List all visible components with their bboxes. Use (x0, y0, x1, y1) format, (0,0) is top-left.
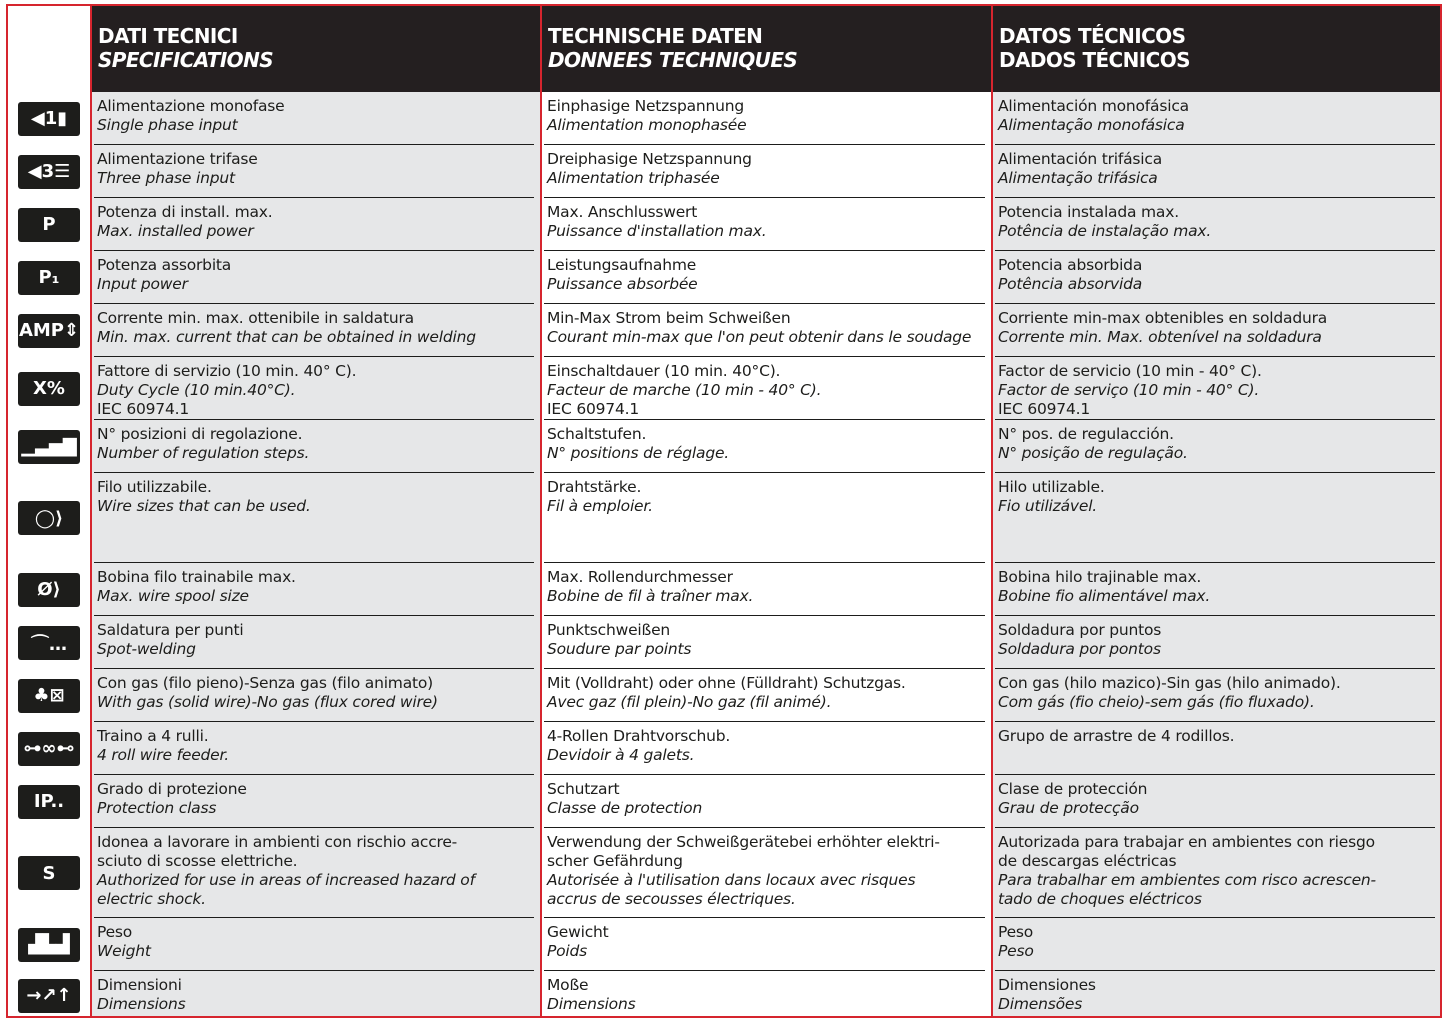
spec-label: Idonea a lavorare in ambienti con rischio accre- (97, 833, 458, 851)
spec-label-translation: Peso (998, 942, 1034, 960)
spec-label-translation: Poids (547, 942, 588, 960)
spec-cell-2 (542, 251, 991, 304)
spec-cell-1 (92, 563, 540, 616)
spec-label: Autorizada para trabajar en ambientes con riesgo (998, 833, 1375, 851)
spec-label: de descargas eléctricas (998, 852, 1177, 870)
row-icon-cell (8, 251, 90, 304)
spec-cell-3 (993, 357, 1440, 420)
spec-label-translation: Potência de instalação max. (998, 222, 1212, 240)
protection-class-icon: IP.. (18, 785, 80, 819)
table-row (8, 563, 1440, 616)
spec-label: Corriente min-max obtenibles en soldadura (998, 309, 1328, 327)
spec-cell-2 (542, 357, 991, 420)
spec-label: Max. Rollendurchmesser (547, 568, 733, 586)
spec-label: Max. Anschlusswert (547, 203, 698, 221)
header-italian-english (92, 6, 540, 92)
spec-label-translation: Authorized for use in areas of increased hazard of (97, 871, 475, 889)
spec-label-translation: Com gás (fio cheio)-sem gás (fio fluxado). (998, 693, 1315, 711)
spec-cell-2 (542, 918, 991, 971)
spec-cell-2 (542, 775, 991, 828)
row-icon-cell (8, 918, 90, 971)
row-icon-cell (8, 616, 90, 669)
spec-label: Leistungsaufnahme (547, 256, 697, 274)
spec-label: Filo utilizzabile. (97, 478, 212, 496)
spec-label: Alimentazione trifase (97, 150, 258, 168)
spec-label-translation: Wire sizes that can be used. (97, 497, 311, 515)
spec-label-translation: Facteur de marche (10 min - 40° C). (547, 381, 822, 399)
spec-cell-1 (92, 420, 540, 473)
spec-label: Grado di protezione (97, 780, 247, 798)
spec-cell-2 (542, 971, 991, 1018)
spec-cell-3 (993, 198, 1440, 251)
spec-label-translation: Classe de protection (547, 799, 703, 817)
spec-cell-1 (92, 722, 540, 775)
spec-label: Clase de protección (998, 780, 1148, 798)
spec-cell-2 (542, 198, 991, 251)
spec-label: Saldatura per punti (97, 621, 244, 639)
spec-cell-2 (542, 828, 991, 918)
spec-label: Traino a 4 rulli. (97, 727, 209, 745)
spec-label-translation: Grau de protecção (998, 799, 1139, 817)
spec-label-translation: Dimensions (97, 995, 186, 1013)
amp-range-icon: AMP⇕ (18, 314, 80, 348)
spec-cell-2 (542, 616, 991, 669)
duty-cycle-icon: X% (18, 372, 80, 406)
spec-label: Mit (Volldraht) oder ohne (Fülldraht) Schutzgas. (547, 674, 906, 692)
spec-label-translation: Weight (97, 942, 151, 960)
spec-cell-3 (993, 722, 1440, 775)
table-row (8, 918, 1440, 971)
header-col1-subtitle: SPECIFICATIONS (98, 48, 274, 72)
spec-label: Con gas (hilo mazico)-Sin gas (hilo animado). (998, 674, 1341, 692)
spec-cell-3 (993, 563, 1440, 616)
spec-cell-1 (92, 473, 540, 563)
spec-label: Dimensiones (998, 976, 1096, 994)
table-row (8, 722, 1440, 775)
row-icon-cell (8, 304, 90, 357)
spec-cell-1 (92, 145, 540, 198)
spec-label: Grupo de arrastre de 4 rodillos. (998, 727, 1235, 745)
spec-label-translation: Autorisée à l'utilisation dans locaux avec risques (547, 871, 916, 889)
row-icon-cell (8, 722, 90, 775)
spec-label: Dreiphasige Netzspannung (547, 150, 752, 168)
wire-size-icon: ◯⟩ (18, 501, 80, 535)
three-phase-plug-icon: ◀3☰ (18, 155, 80, 189)
spec-cell-3 (993, 473, 1440, 563)
spec-label-translation: Alimentation monophasée (547, 116, 747, 134)
spec-label-translation: Puissance d'installation max. (547, 222, 767, 240)
spec-label: Con gas (filo pieno)-Senza gas (filo animato) (97, 674, 434, 692)
spec-label: Potencia instalada max. (998, 203, 1179, 221)
single-phase-plug-icon: ◀1▮ (18, 102, 80, 136)
spec-label: Alimentazione monofase (97, 97, 285, 115)
four-roll-feeder-icon: ⊶∞⊷ (18, 732, 80, 766)
spec-label: Schutzart (547, 780, 620, 798)
spec-cell-3 (993, 304, 1440, 357)
spec-label-translation: Three phase input (97, 169, 235, 187)
header-col1-title: DATI TECNICI (98, 24, 238, 48)
spec-label-translation: Alimentação trifásica (998, 169, 1158, 187)
table-row (8, 616, 1440, 669)
spec-label: Soldadura por puntos (998, 621, 1162, 639)
table-header (8, 6, 1440, 92)
spec-label-translation: Factor de serviço (10 min - 40° C). (998, 381, 1260, 399)
wire-spool-icon: Ø⟩ (18, 573, 80, 607)
table-row (8, 473, 1440, 563)
spec-label: Einschaltdauer (10 min. 40°C). (547, 362, 781, 380)
spec-label: Peso (998, 923, 1034, 941)
spec-label-translation: accrus de secousses électriques. (547, 890, 796, 908)
spec-cell-3 (993, 145, 1440, 198)
spec-label-translation: Soldadura por pontos (998, 640, 1161, 658)
spec-label-translation: 4 roll wire feeder. (97, 746, 229, 764)
spec-label: Verwendung der Schweißgerätebei erhöhter elektri- (547, 833, 940, 851)
spec-cell-1 (92, 828, 540, 918)
spec-cell-1 (92, 971, 540, 1018)
spec-label-translation: Single phase input (97, 116, 238, 134)
spec-label: Einphasige Netzspannung (547, 97, 745, 115)
spec-label-translation: electric shock. (97, 890, 206, 908)
table-row (8, 304, 1440, 357)
spec-label-translation: Dimensions (547, 995, 636, 1013)
spec-cell-3 (993, 92, 1440, 145)
spec-label-translation: Bobine fio alimentável max. (998, 587, 1211, 605)
spec-label: Corrente min. max. ottenibile in saldatura (97, 309, 414, 327)
spec-cell-1 (92, 92, 540, 145)
spec-label-translation: Dimensões (998, 995, 1083, 1013)
spec-label: Potencia absorbida (998, 256, 1143, 274)
row-icon-cell (8, 669, 90, 722)
s-mark-icon: S (18, 856, 80, 890)
row-icon-cell (8, 357, 90, 420)
spec-label-translation: N° positions de réglage. (547, 444, 730, 462)
spec-label-translation: Number of regulation steps. (97, 444, 310, 462)
header-spanish-portuguese (993, 6, 1440, 92)
table-row (8, 357, 1440, 420)
spec-label-translation: Max. wire spool size (97, 587, 249, 605)
spec-label-translation: Courant min-max que l'on peut obtenir dans le soudage (547, 328, 972, 346)
spec-cell-2 (542, 420, 991, 473)
table-row (8, 251, 1440, 304)
spec-label: Drahtstärke. (547, 478, 642, 496)
row-icon-cell (8, 198, 90, 251)
spec-label-translation: Spot-welding (97, 640, 196, 658)
spec-label: Dimensioni (97, 976, 182, 994)
spec-label-translation: Protection class (97, 799, 217, 817)
column-divider (90, 6, 92, 1018)
spec-label: Peso (97, 923, 133, 941)
spec-label-translation: Fil à emploier. (547, 497, 653, 515)
weight-icon: ▟▙▟ (18, 928, 80, 962)
spec-label: Gewicht (547, 923, 609, 941)
spec-label-translation: Max. installed power (97, 222, 254, 240)
spec-label-translation: Devidoir à 4 galets. (547, 746, 695, 764)
spec-label-translation: Input power (97, 275, 188, 293)
spec-cell-2 (542, 473, 991, 563)
spec-label: N° pos. de regulacción. (998, 425, 1174, 443)
spec-label-translation: Bobine de fil à traîner max. (547, 587, 754, 605)
table-row (8, 145, 1440, 198)
spec-cell-3 (993, 420, 1440, 473)
regulation-steps-icon: ▁▃▅▇ (18, 430, 80, 464)
spec-label: Potenza di install. max. (97, 203, 273, 221)
spec-label: Punktschweißen (547, 621, 671, 639)
table-row (8, 198, 1440, 251)
spec-label: Schaltstufen. (547, 425, 647, 443)
spec-label-translation: N° posição de regulação. (998, 444, 1188, 462)
header-col3-subtitle: DADOS TÉCNICOS (999, 48, 1190, 72)
spec-cell-2 (542, 304, 991, 357)
spec-cell-2 (542, 669, 991, 722)
spec-cell-1 (92, 198, 540, 251)
spec-cell-3 (993, 775, 1440, 828)
spec-label: N° posizioni di regolazione. (97, 425, 303, 443)
header-col2-subtitle: DONNEES TECHNIQUES (548, 48, 798, 72)
spec-label: Bobina hilo trajinable max. (998, 568, 1202, 586)
spec-label: Bobina filo trainabile max. (97, 568, 296, 586)
table-row (8, 420, 1440, 473)
header-col3-title: DATOS TÉCNICOS (999, 24, 1186, 48)
spec-cell-2 (542, 563, 991, 616)
spec-label: Potenza assorbita (97, 256, 232, 274)
spec-label-translation: Fio utilizável. (998, 497, 1098, 515)
spec-cell-3 (993, 918, 1440, 971)
spec-label: Moße (547, 976, 589, 994)
spec-cell-2 (542, 145, 991, 198)
spec-cell-1 (92, 251, 540, 304)
spec-cell-3 (993, 251, 1440, 304)
spec-cell-1 (92, 304, 540, 357)
spec-cell-1 (92, 775, 540, 828)
row-icon-cell (8, 828, 90, 918)
row-icon-cell (8, 420, 90, 473)
spec-cell-1 (92, 616, 540, 669)
row-icon-cell (8, 971, 90, 1018)
row-icon-cell (8, 92, 90, 145)
table-row (8, 775, 1440, 828)
spec-cell-2 (542, 722, 991, 775)
installed-power-icon: P (18, 208, 80, 242)
spec-label: sciuto di scosse elettriche. (97, 852, 298, 870)
spec-label: Hilo utilizable. (998, 478, 1105, 496)
header-col2-title: TECHNISCHE DATEN (548, 24, 763, 48)
gas-cylinder-icon: ♣⊠ (18, 679, 80, 713)
spec-label-translation: Alimentação monofásica (998, 116, 1185, 134)
table-row (8, 669, 1440, 722)
spec-cell-1 (92, 918, 540, 971)
spec-label: IEC 60974.1 (998, 400, 1091, 418)
spec-label-translation: Corrente min. Max. obtenível na soldadura (998, 328, 1322, 346)
spec-cell-3 (993, 669, 1440, 722)
spec-cell-2 (542, 92, 991, 145)
table-row (8, 92, 1440, 145)
table-row (8, 828, 1440, 918)
spec-label: Alimentación trifásica (998, 150, 1163, 168)
spec-label-translation: With gas (solid wire)-No gas (flux cored wire) (97, 693, 438, 711)
row-icon-cell (8, 563, 90, 616)
spec-cell-3 (993, 971, 1440, 1018)
spec-label: scher Gefährdung (547, 852, 683, 870)
spec-cell-3 (993, 828, 1440, 918)
row-icon-cell (8, 145, 90, 198)
spec-cell-1 (92, 669, 540, 722)
spec-label-translation: Duty Cycle (10 min.40°C). (97, 381, 296, 399)
header-german-french (542, 6, 991, 92)
spec-label-translation: Para trabalhar em ambientes com risco acrescen- (998, 871, 1376, 889)
spec-label-translation: Avec gaz (fil plein)-No gaz (fil animé). (547, 693, 832, 711)
icon-column-header (8, 6, 90, 92)
spec-table (6, 4, 1442, 1018)
spec-label-translation: Potência absorvida (998, 275, 1143, 293)
spec-label-translation: tado de choques eléctricos (998, 890, 1202, 908)
spec-label: Factor de servicio (10 min - 40° C). (998, 362, 1262, 380)
spec-label: Min-Max Strom beim Schweißen (547, 309, 791, 327)
spec-label-translation: Alimentation triphasée (547, 169, 720, 187)
spec-label: IEC 60974.1 (97, 400, 190, 418)
spec-label: IEC 60974.1 (547, 400, 640, 418)
row-icon-cell (8, 473, 90, 563)
spot-welding-icon: ⌒… (18, 626, 80, 660)
column-divider (540, 6, 542, 1018)
table-row (8, 971, 1440, 1018)
spec-cell-1 (92, 357, 540, 420)
spec-label: Alimentación monofásica (998, 97, 1189, 115)
spec-label: Fattore di servizio (10 min. 40° C). (97, 362, 357, 380)
spec-cell-3 (993, 616, 1440, 669)
input-power-icon: P₁ (18, 261, 80, 295)
row-icon-cell (8, 775, 90, 828)
column-divider (991, 6, 993, 1018)
spec-label-translation: Soudure par points (547, 640, 692, 658)
dimensions-icon: →↗↑ (18, 979, 80, 1013)
spec-label: 4-Rollen Drahtvorschub. (547, 727, 731, 745)
spec-label-translation: Min. max. current that can be obtained in welding (97, 328, 476, 346)
spec-label-translation: Puissance absorbée (547, 275, 698, 293)
